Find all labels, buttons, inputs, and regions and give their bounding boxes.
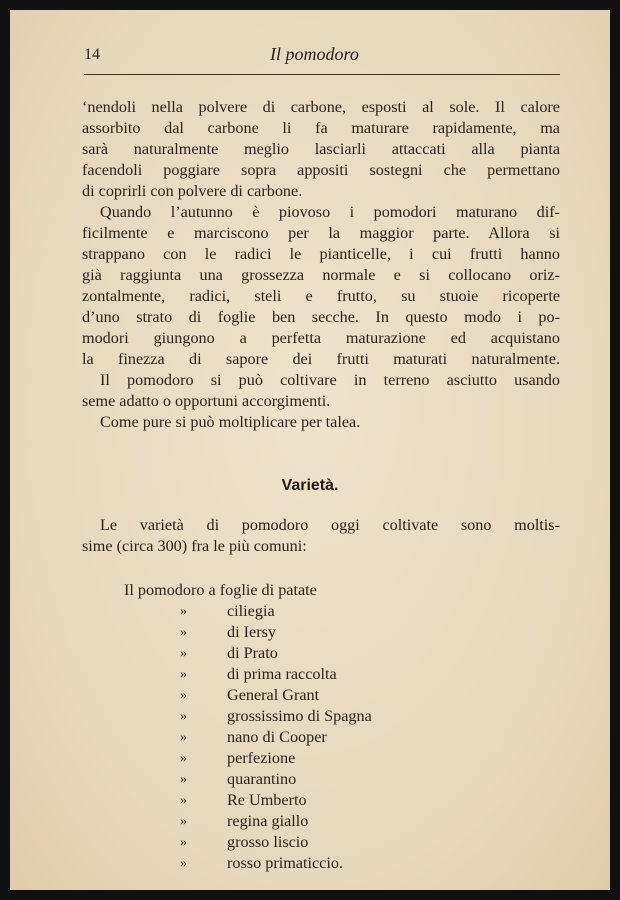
- text-line: d’uno strato di foglie ben secche. In questo modo i po-: [82, 308, 560, 326]
- running-title: Il pomodoro: [270, 44, 359, 64]
- text-line: ficilmente e marciscono per la maggior parte. Allora si: [82, 224, 560, 242]
- variety-name: regina giallo: [227, 812, 309, 830]
- variety-name: di Prato: [227, 644, 278, 662]
- text-line: assorbito dal carbone li fa maturare rapidamente, ma: [82, 119, 560, 137]
- text-line: Il pomodoro si può coltivare in terreno asciutto usando: [100, 371, 560, 389]
- list-item: [82, 622, 560, 643]
- ditto-mark: »: [180, 793, 187, 808]
- list-item: [82, 769, 560, 790]
- text-line: la finezza di sapore dei frutti maturati naturalmente.: [82, 350, 560, 368]
- text-line: Quando l’autunno è piovoso i pomodori maturano dif-: [100, 203, 560, 221]
- list-item: [82, 601, 560, 622]
- text-line: sarà naturalmente meglio lasciarli attaccati alla pianta: [82, 140, 560, 158]
- ditto-mark: »: [180, 772, 187, 787]
- text-line: Come pure si può moltiplicare per talea.: [100, 413, 361, 431]
- ditto-mark: »: [180, 667, 187, 682]
- variety-name: rosso primaticcio.: [227, 854, 343, 872]
- variety-list: [82, 580, 560, 874]
- body-text: [82, 97, 560, 433]
- header-rule: [84, 74, 560, 75]
- list-item: [82, 811, 560, 832]
- variety-name: grosso liscio: [227, 833, 309, 851]
- ditto-mark: »: [180, 835, 187, 850]
- variety-name: di prima raccolta: [227, 665, 337, 683]
- list-item: [82, 790, 560, 811]
- text-line: già raggiunta una grossezza normale e si collocano oriz-: [82, 266, 560, 284]
- text-line: seme adatto o opportuni accorgimenti.: [82, 392, 331, 410]
- variety-name: nano di Cooper: [227, 728, 327, 746]
- text-line: di coprirli con polvere di carbone.: [82, 182, 303, 200]
- text-line: modori giungono a perfetta maturazione ed acquistano: [82, 329, 560, 347]
- list-item-label: Il pomodoro a foglie di patate: [124, 581, 317, 599]
- list-item: [82, 643, 560, 664]
- variety-name: grossissimo di Spagna: [227, 707, 372, 725]
- list-item: [82, 580, 560, 601]
- list-item: [82, 706, 560, 727]
- page-number: 14: [84, 46, 100, 63]
- ditto-mark: »: [180, 625, 187, 640]
- section-intro: [82, 515, 560, 557]
- text-line: zontalmente, radici, steli e frutto, su stuoie ricoperte: [82, 287, 560, 305]
- page-header: [84, 44, 560, 70]
- variety-name: General Grant: [227, 686, 320, 704]
- text-line: sime (circa 300) fra le più comuni:: [82, 537, 307, 555]
- variety-name: di Iersy: [227, 623, 276, 641]
- book-page: [10, 10, 610, 890]
- variety-name: Re Umberto: [227, 791, 307, 809]
- text-line: Le varietà di pomodoro oggi coltivate sono moltis-: [100, 516, 560, 534]
- list-item: [82, 748, 560, 769]
- list-item: [82, 685, 560, 706]
- ditto-mark: »: [180, 856, 187, 871]
- ditto-mark: »: [180, 730, 187, 745]
- variety-name: perfezione: [227, 749, 296, 767]
- ditto-mark: »: [180, 604, 187, 619]
- ditto-mark: »: [180, 709, 187, 724]
- ditto-mark: »: [180, 814, 187, 829]
- ditto-mark: »: [180, 751, 187, 766]
- variety-name: quarantino: [227, 770, 297, 788]
- text-line: ‘nendoli nella polvere di carbone, esposti al sole. Il calore: [82, 98, 560, 116]
- list-item: [82, 832, 560, 853]
- list-item: [82, 727, 560, 748]
- text-line: facendoli poggiare sopra appositi sostegni che permettano: [82, 161, 560, 179]
- ditto-mark: »: [180, 688, 187, 703]
- ditto-mark: »: [180, 646, 187, 661]
- variety-name: ciliegia: [227, 602, 275, 620]
- section-heading: Varietà.: [281, 477, 339, 494]
- text-line: strappano con le radici le pianticelle, i cui frutti hanno: [82, 245, 560, 263]
- list-item: [82, 664, 560, 685]
- list-item: [82, 853, 560, 874]
